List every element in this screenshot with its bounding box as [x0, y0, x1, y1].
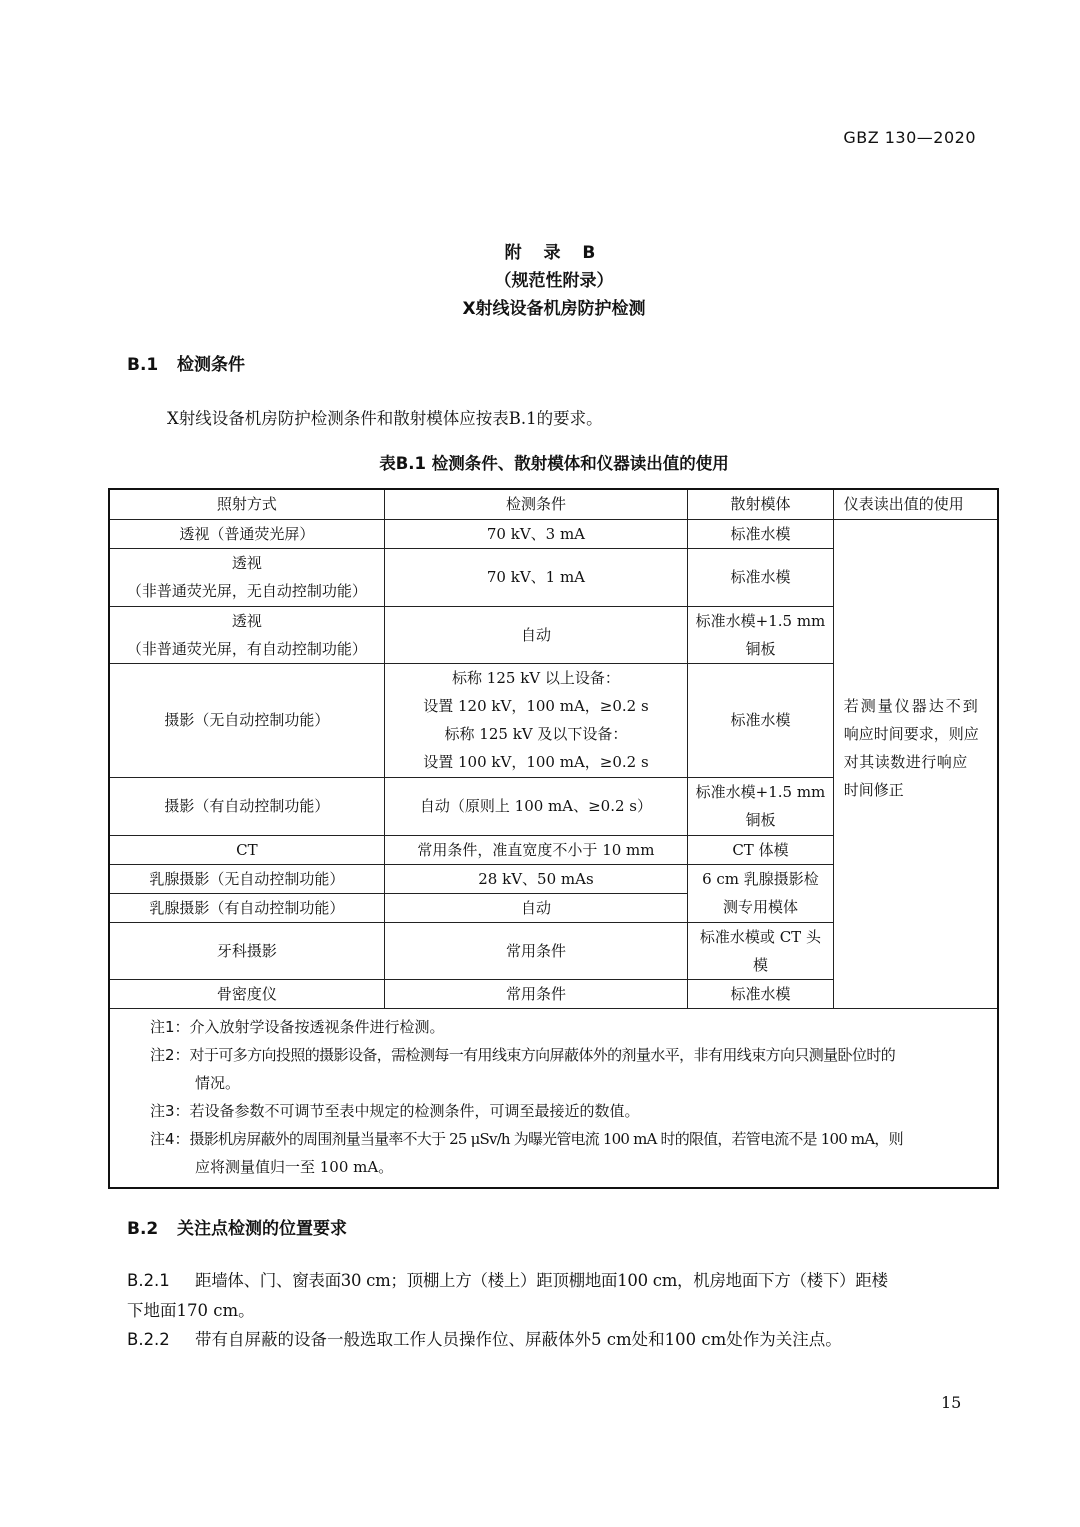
table-caption: 表B.1 检测条件、散射模体和仪器读出值的使用: [379, 454, 729, 473]
section-b1-heading: [127, 350, 245, 375]
phantom-line: 铜板: [745, 811, 776, 829]
note-text: 摄影机房屏蔽外的周围剂量当量率不大于 25 μSv/h 为曝光管电流 100 mA 时的限值，若管电流不是 100 mA，则: [189, 1129, 903, 1148]
reading-use-line: 响应时间要求，则应: [843, 724, 979, 743]
mode-cell: 摄影（有自动控制功能）: [109, 777, 384, 835]
note-text: 介入放射学设备按透视条件进行检测。: [189, 1017, 445, 1036]
mode-cell: 牙科摄影: [109, 922, 384, 979]
table-notes-row: [109, 1008, 998, 1188]
mode-line: 透视: [231, 611, 262, 630]
header-cell: 检测条件: [384, 489, 687, 519]
condition-cell: 自动（原则上 100 mA、≥0.2 s）: [384, 777, 687, 835]
note-1: [150, 1013, 987, 1041]
reading-use-line: 若测量仪器达不到: [843, 696, 980, 715]
reading-use-line: 时间修正: [843, 780, 904, 799]
condition-cell: 常用条件，准直宽度不小于 10 mm: [384, 835, 687, 864]
phantom-cell: [688, 922, 834, 979]
phantom-line: 标准水模+1.5 mm: [695, 611, 826, 630]
clause-text: 距墙体、门、窗表面30 cm；顶棚上方（楼上）距顶棚地面100 cm，机房地面下方（楼下）距楼: [195, 1271, 888, 1290]
phantom-cell: 标准水模: [688, 979, 834, 1008]
header-cell: 散射模体: [688, 489, 834, 519]
table-b1: [108, 488, 999, 1189]
condition-line: 设置 100 kV，100 mA，≥0.2 s: [423, 753, 649, 771]
phantom-line: 测专用模体: [722, 898, 798, 916]
condition-cell: 70 kV、1 mA: [384, 548, 687, 606]
note-2: [150, 1041, 987, 1097]
appendix-title: 附 录 B: [504, 243, 604, 263]
phantom-cell: 标准水模: [688, 663, 834, 777]
header-cell: 照射方式: [109, 489, 384, 519]
phantom-cell: CT 体模: [688, 835, 834, 864]
note-text: 若设备参数不可调节至表中规定的检测条件，可调至最接近的数值。: [189, 1101, 640, 1120]
condition-cell: 自动: [384, 606, 687, 663]
mode-cell: 骨密度仪: [109, 979, 384, 1008]
note-label: 注2：: [150, 1045, 190, 1064]
condition-line: 标称 125 kV 及以下设备：: [444, 725, 628, 743]
note-3: [150, 1097, 987, 1125]
phantom-line: 铜板: [745, 639, 776, 658]
condition-cell: 28 kV、50 mAs: [384, 864, 687, 893]
clause-b2-1-line-2: 下地面170 cm。: [127, 1301, 255, 1320]
note-4: [150, 1125, 987, 1181]
note-label: 注1：: [150, 1017, 190, 1036]
appendix-name: X射线设备机房防护检测: [462, 299, 646, 319]
section-b2-heading: [127, 1214, 347, 1239]
section-b1-number: B.1: [127, 355, 159, 375]
reading-use-line: 对其读数进行响应: [843, 752, 968, 771]
clause-b2-1: [127, 1266, 987, 1326]
section-b1-paragraph: X射线设备机房防护检测条件和散射模体应按表B.1的要求。: [167, 409, 603, 428]
clause-b2-1-line-1: [127, 1266, 987, 1296]
page-number: 15: [941, 1393, 962, 1412]
mode-cell: CT: [109, 835, 384, 864]
phantom-cell: [688, 864, 834, 922]
mode-cell: 乳腺摄影（无自动控制功能）: [109, 864, 384, 893]
clause-number: B.2.1: [127, 1271, 170, 1290]
condition-cell: 自动: [384, 893, 687, 922]
appendix-type: （规范性附录）: [494, 271, 614, 291]
table-row: [109, 519, 998, 548]
phantom-line: 模: [752, 955, 768, 974]
mode-cell: [109, 548, 384, 606]
note-text-continued: 应将测量值归一至 100 mA。: [195, 1157, 394, 1176]
phantom-cell: 标准水模: [688, 548, 834, 606]
standard-number: GBZ 130—2020: [843, 128, 976, 147]
clause-number: B.2.2: [127, 1330, 170, 1349]
note-label: 注3：: [150, 1101, 190, 1120]
mode-cell: 摄影（无自动控制功能）: [109, 663, 384, 777]
clause-text: 带有自屏蔽的设备一般选取工作人员操作位、屏蔽体外5 cm处和100 cm处作为关注点。: [195, 1330, 842, 1349]
phantom-cell: 标准水模: [688, 519, 834, 548]
condition-cell: 70 kV、3 mA: [384, 519, 687, 548]
mode-line: （非普通荧光屏，无自动控制功能）: [126, 582, 367, 600]
clause-b2-2: [127, 1325, 987, 1355]
condition-cell: 常用条件: [384, 922, 687, 979]
mode-line: 透视: [231, 554, 262, 572]
section-b2-title: 关注点检测的位置要求: [177, 1219, 347, 1239]
condition-line: 设置 120 kV，100 mA，≥0.2 s: [423, 697, 649, 715]
phantom-line: 标准水模或 CT 头: [699, 927, 821, 946]
phantom-line: 标准水模+1.5 mm: [695, 783, 826, 801]
note-label: 注4：: [150, 1129, 190, 1148]
section-b2-number: B.2: [127, 1219, 159, 1239]
mode-line: （非普通荧光屏，有自动控制功能）: [126, 639, 367, 658]
condition-line: 标称 125 kV 以上设备：: [452, 669, 620, 687]
mode-cell: [109, 606, 384, 663]
section-b1-title: 检测条件: [177, 355, 245, 375]
phantom-line: 6 cm 乳腺摄影检: [702, 870, 819, 888]
header-cell: 仪表读出值的使用: [833, 489, 998, 519]
note-text: 对于可多方向投照的摄影设备，需检测每一有用线束方向屏蔽体外的剂量水平，非有用线束方向只测量卧位时的: [189, 1045, 896, 1064]
phantom-cell: [688, 777, 834, 835]
mode-cell: 乳腺摄影（有自动控制功能）: [109, 893, 384, 922]
phantom-cell: [688, 606, 834, 663]
table-notes: [109, 1008, 998, 1188]
table-header-row: [109, 489, 998, 519]
condition-cell: [384, 663, 687, 777]
mode-cell: 透视（普通荧光屏）: [109, 519, 384, 548]
condition-cell: 常用条件: [384, 979, 687, 1008]
note-text-continued: 情况。: [195, 1073, 241, 1092]
reading-use-cell: [833, 519, 998, 1008]
